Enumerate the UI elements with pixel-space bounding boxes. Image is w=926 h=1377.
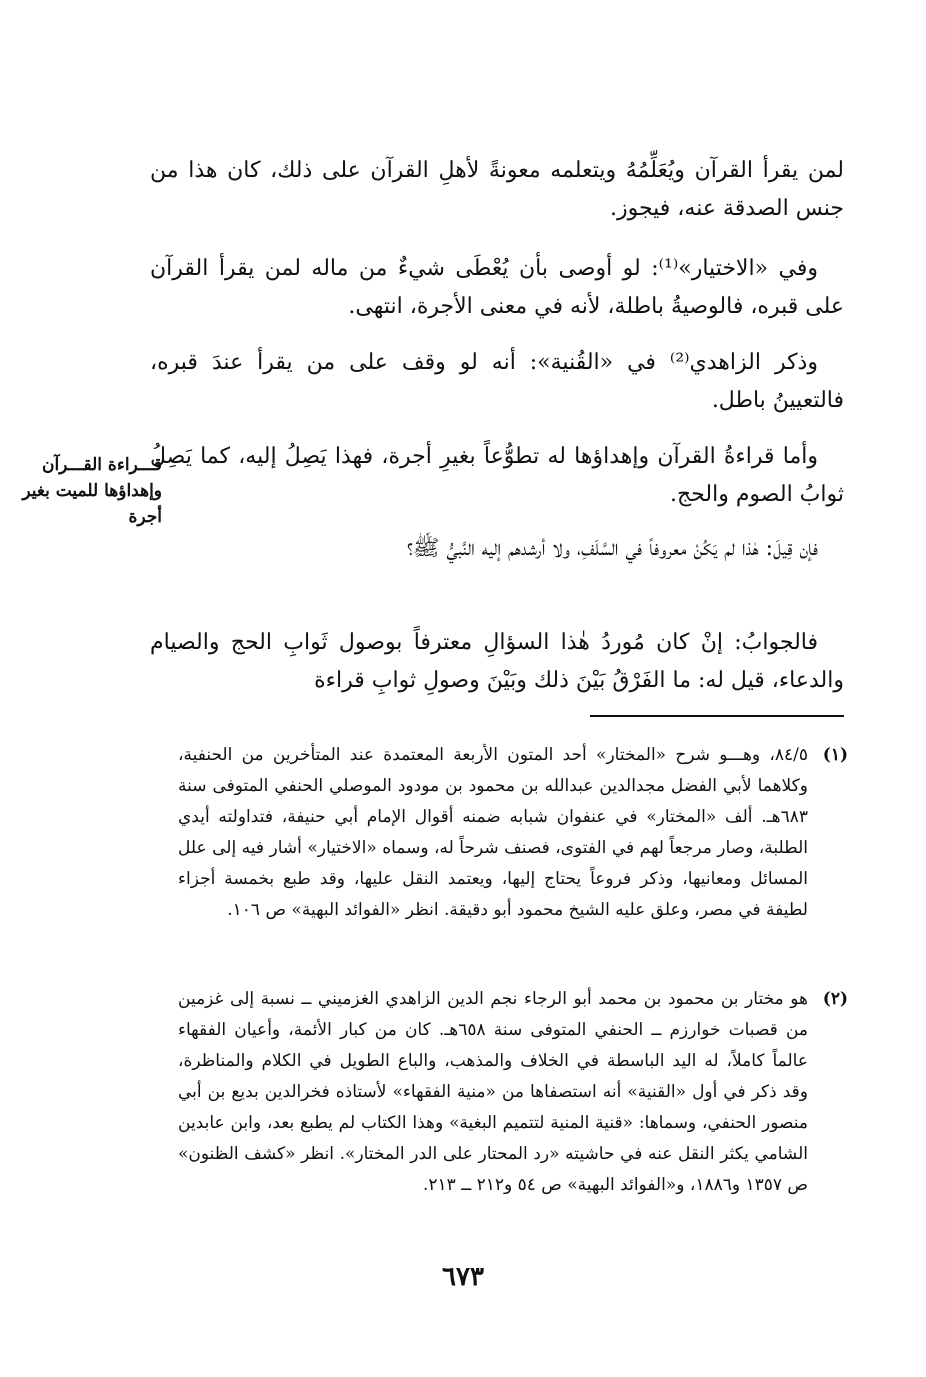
paragraph-1: لمن يقرأ القرآن ويُعَلِّمُهُ ويتعلمه معونةً لأهلِ القرآن على ذلك، كان هذا من جنس الصدقة عنه، فيجوز. bbox=[150, 158, 844, 221]
paragraph-3: وذكر الزاهدي⁽²⁾ في «القُنية»: أنه لو وقف على من يقرأ عندَ قبره، فالتعيينُ باطل. bbox=[150, 350, 844, 413]
page-number: ٦٧٣ bbox=[442, 1262, 484, 1292]
footnote-1 bbox=[178, 740, 848, 926]
footnote-1-number: (١) bbox=[822, 745, 848, 765]
footnote-1-text: ٨٤/٥، وهـــو شرح «المختار» أحد المتون الأربعة المعتمدة عند المتأخرين من الحنفية، وكلاهما لأبي الفضل مجدالدين عبدالله بن محمود بن مودود الموصلي الحنفي المتوفى سنة ٦٨٣هـ. ألف «المختار» في عنفوان شبابه ضمنه أقوال الإمام أبي حنيفة، فتداولته أيدي الطلبة، وصار مرجعاً لهم في الفتوى، فصنف شرحاً له، وسماه «الاختيار» أشار فيه إلى علل المسائل ومعانيها، وذكر فروعاً يحتاج إليها، ويعتمد النقل عليها، وقد طبع بخمسة أجزاء لطيفة في مصر، وعلق عليه الشيخ محمود أبو دقيقة. انظر «الفوائد البهية» ص ١٠٦. bbox=[178, 745, 808, 920]
footnote-2 bbox=[178, 984, 848, 1201]
footnote-2-text: هو مختار بن محمود بن محمد أبو الرجاء نجم الدين الزاهدي الغزميني ــ نسبة إلى غزمين من قصبات خوارزم ــ الحنفي المتوفى سنة ٦٥٨هـ. كان من كبار الأئمة، وأعيان الفقهاء عالماً كاملاً، له اليد الباسطة في الخلاف والمذهب، والباع الطويل في الكلام والمناظرة، وقد ذكر في أول «القنية» أنه استصفاها من «منية الفقهاء» لأستاذه فخرالدين بديع بن أبي منصور الحنفي، وسماها: «قنية المنية لتتميم البغية» وهذا الكتاب لم يطبع بعد، وابن عابدين الشامي يكثر النقل عنه في حاشيته «رد المحتار على الدر المختار». انظر «كشف الظنون» ص ١٣٥٧ و١٨٨٦، و«الفوائد البهية» ص ٥٤ و٢١٢ ــ ٢١٣. bbox=[178, 989, 809, 1195]
paragraph-4: وأما قراءةُ القرآن وإهداؤها له تطوُّعاً بغيرِ أجرة، فهذا يَصِلُ إليه، كما يَصِلُ ثوابُ الصوم والحج. bbox=[150, 444, 844, 507]
paragraph-6: فالجوابُ: إنْ كان مُوردُ هٰذا السؤالِ معترفاً بوصول ثَوابِ الحج والصيام والدعاء، قيل له: ما الفَرْقُ بَيْنَ ذلك وبَيْنَ وصولِ ثوابِ قراءة bbox=[150, 630, 844, 693]
margin-note: قـــراءة القـــرآن وإهداؤها للميت بغير أجرة bbox=[22, 455, 162, 527]
paragraph-5: فإن قِيلَ: هٰذا لم يَكُنْ معروفاً في السَّلَفِ، ولا أرشدهم إليه النَّبيُّ ﷺ؟ bbox=[406, 536, 818, 561]
footnote-separator bbox=[590, 715, 844, 717]
paragraph-2: وفي «الاختيار»⁽¹⁾: لو أوصى بأن يُعْطَى شيءٌ من ماله لمن يقرأ القرآن على قبره، فالوصيةُ باطلة، لأنه في معنى الأجرة، انتهى. bbox=[150, 256, 844, 319]
footnote-2-number: (٢) bbox=[822, 989, 848, 1009]
